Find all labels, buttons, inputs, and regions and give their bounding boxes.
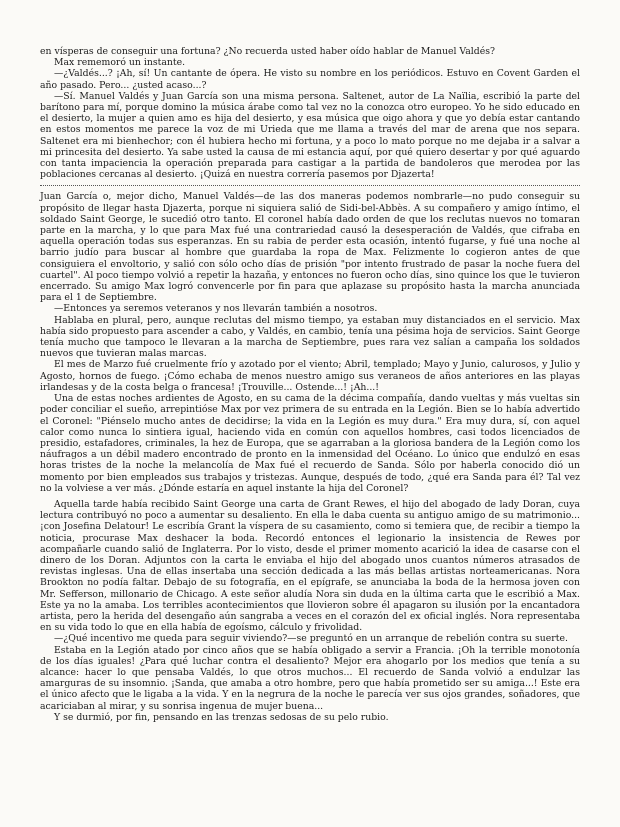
paragraph: en vísperas de conseguir una fortuna? ¿No recuerda usted haber oído hablar de Manuel Valdés? [40, 46, 495, 57]
paragraph: Max rememoró un instante. [54, 57, 186, 69]
section-divider [40, 185, 580, 186]
paragraph: —¿Valdés...? ¡Ah, sí! Un cantante de ópera. He visto su nombre en los periódicos. Estuvo en Covent Garden el año pasado. Pero... ¿usted acaso...? [40, 68, 580, 91]
paragraph: Hablaba en plural, pero, aunque reclutas del mismo tiempo, ya estaban muy distanciados en el servicio. Max había sido propuesto para ascender a cabo, y Valdés, en cambio, tenía una pésima hoja de servicios. Saint George tenía mucho que tampoco le llevaran a la marcha de Septiembre, pues rara vez salían a campaña los soldados nuevos que tuvieran malas marcas. [40, 314, 580, 360]
paragraph: —Entonces ya seremos veteranos y nos llevarán también a nosotros. [54, 303, 378, 315]
paragraph: Aquella tarde había recibido Saint George una carta de Grant Rewes, el hijo del abogado de lady Doran, cuya lectura contribuyó no poco a aumentar su desaliento. En ella le daba cuenta su antiguo amigo de su matrimonio... ¡con Josefina Delatour! Le escribía Grant la víspera de su casamiento, como si temiera que, de recibir a tiempo la noticia, procurase Max deshacer la boda. Recordó entonces el legionario la insistencia de Rewes por acompañarle cuando salió de Inglaterra. Por lo visto, desde el primer momento acarició la idea de casarse con el dinero de los Doran. Adjuntos con la carta le enviaba el hijo del abogado unos cuantos números atrasados de revistas inglesas. Una de ellas insertaba una sección dedicada a las más bellas artistas norteamericanas. Nora Brookton no podía faltar. Debajo de su fotografía, en el epígrafe, se anunciaba la boda de la hermosa joven con Mr. Sefferson, millonario de Chicago. A este señor aludía Nora sin duda en la última carta que le escribió a Max. Este ya no la amaba. Los terribles acontecimientos que llovieron sobre él apagaron su ilusión por la encantadora artista, pero la herida del desengaño aún sangraba a veces en el corazón del ex oficial inglés. Nora representaba en su vida todo lo que en ella había de egoísmo, cálculo y frivolidad. [40, 498, 580, 634]
paragraph: —¿Qué incentivo me queda para seguir viviendo?—se preguntó en un arranque de rebelión contra su suerte. [54, 633, 568, 645]
paragraph: Estaba en la Legión atado por cinco años que se había obligado a servir a Francia. ¡Oh la terrible monotonía de los días iguales! ¿Para qué luchar contra el desaliento? Mejor era ahogarlo por los medios que tenía a su alcance: hacer lo que pensaba Valdés, lo que otros muchos... El recuerdo de Sanda volvió a endulzar las amarguras de su insomnio. ¡Sanda, que amaba a otro hombre, pero que había prometido ser su amiga...! Este era el único afecto que le ligaba a la vida. Y en la negrura de la noche le parecía ver sus ojos grandes, soñadores, que acariciaban al mirar, y su sonrisa ingenua de mujer buena... [40, 644, 580, 712]
paragraph: Juan García o, mejor dicho, Manuel Valdés—de las dos maneras podemos nombrarle—no pudo conseguir su propósito de llegar hasta Djazerta, porque ni siquiera salió de Sidi-bel-Abbès. A su compañero y amigo íntimo, el soldado Saint George, le sucedió otro tanto. El coronel había dado orden de que los reclutas nuevos no tomaran parte en la marcha, y lo que para Max fué una contrariedad causó la desesperación de Valdés, que cifraba en aquella operación todas sus esperanzas. En su rabia de perder esta ocasión, intentó fugarse, y fué una noche al barrio judío para buscar al hombre que guardaba la ropa de Max. Felizmente lo cogieron antes de que consiguiera el envoltorio, y salió con sólo ocho días de prisión "por intento frustrado de pasar la noche fuera del cuartel". Al poco tiempo volvió a repetir la hazaña, y entonces no fueron ocho días, sino quince los que le tuvieron encerrado. Su amigo Max logró convencerle por fin para que aplazase su propósito hasta la marcha anunciada para el 1 de Septiembre. [40, 191, 580, 304]
page-body [40, 46, 580, 723]
paragraph: El mes de Marzo fué cruelmente frío y azotado por el viento; Abril, templado; Mayo y Junio, calurosos, y Julio y Agosto, hornos de fuego. ¡Cómo echaba de menos nuestro amigo sus veraneos de años anteriores en las playas irlandesas y de la costa belga o francesa! ¡Trouville... Ostende...! ¡Ah...! [40, 359, 580, 393]
paragraph: Una de estas noches ardientes de Agosto, en su cama de la décima compañía, dando vueltas y más vueltas sin poder conciliar el sueño, arrepintióse Max por vez primera de su entrada en la Legión. Bien se lo había advertido el Coronel: "Piénselo mucho antes de decidirse; la vida en la Legión es muy dura." Era muy dura, sí, con aquel calor como nunca lo sintiera igual, haciendo vida en común con aquellos hombres, casi todos licenciados de presidio, estafadores, criminales, la hez de Europa, que se agarraban a la gloriosa bandera de la Legión como los náufragos a un débil madero encontrado de pronto en la inmensidad del Océano. Lo único que endulzó en esas horas tristes de la noche la melancolía de Max fué el recuerdo de Sanda. Sólo por haberla conocido dió un momento por bien empleados sus trabajos y tristezas. Aunque, después de todo, ¿qué era Sanda para él? Tal vez no la volviese a ver más. ¿Dónde estaría en aquel instante la hija del Coronel? [40, 393, 580, 494]
paragraph: Y se durmió, por fin, pensando en las trenzas sedosas de su pelo rubio. [54, 711, 389, 723]
paragraph: —Sí. Manuel Valdés y Juan García son una misma persona. Saltenet, autor de La Naïlia, escribió la parte del barítono para mí, porque domino la música árabe como tal vez no la conozca otro europeo. Yo he sido educado en el desierto, la mujer a quien amo es hija del desierto, y esa música que oigo ahora y que yo debía estar cantando en estos momentos me parece la voz de mi Urieda que me llama a través del mar de arena que nos separa. Saltenet era mi bienhechor; con él hubiera hecho mi fortuna, y a poco lo mato porque no me dejaba ir a salvar a mi princesita del desierto. Ya sabe usted la causa de mi estancia aquí, por qué quiero desertar y por qué aguardo con tanta impaciencia la operación preparada para castigar a la partida de bandoleros que merodea por las poblaciones cercanas al desierto. ¡Quizá en nuestra correría pasemos por Djazerta! [40, 90, 580, 181]
